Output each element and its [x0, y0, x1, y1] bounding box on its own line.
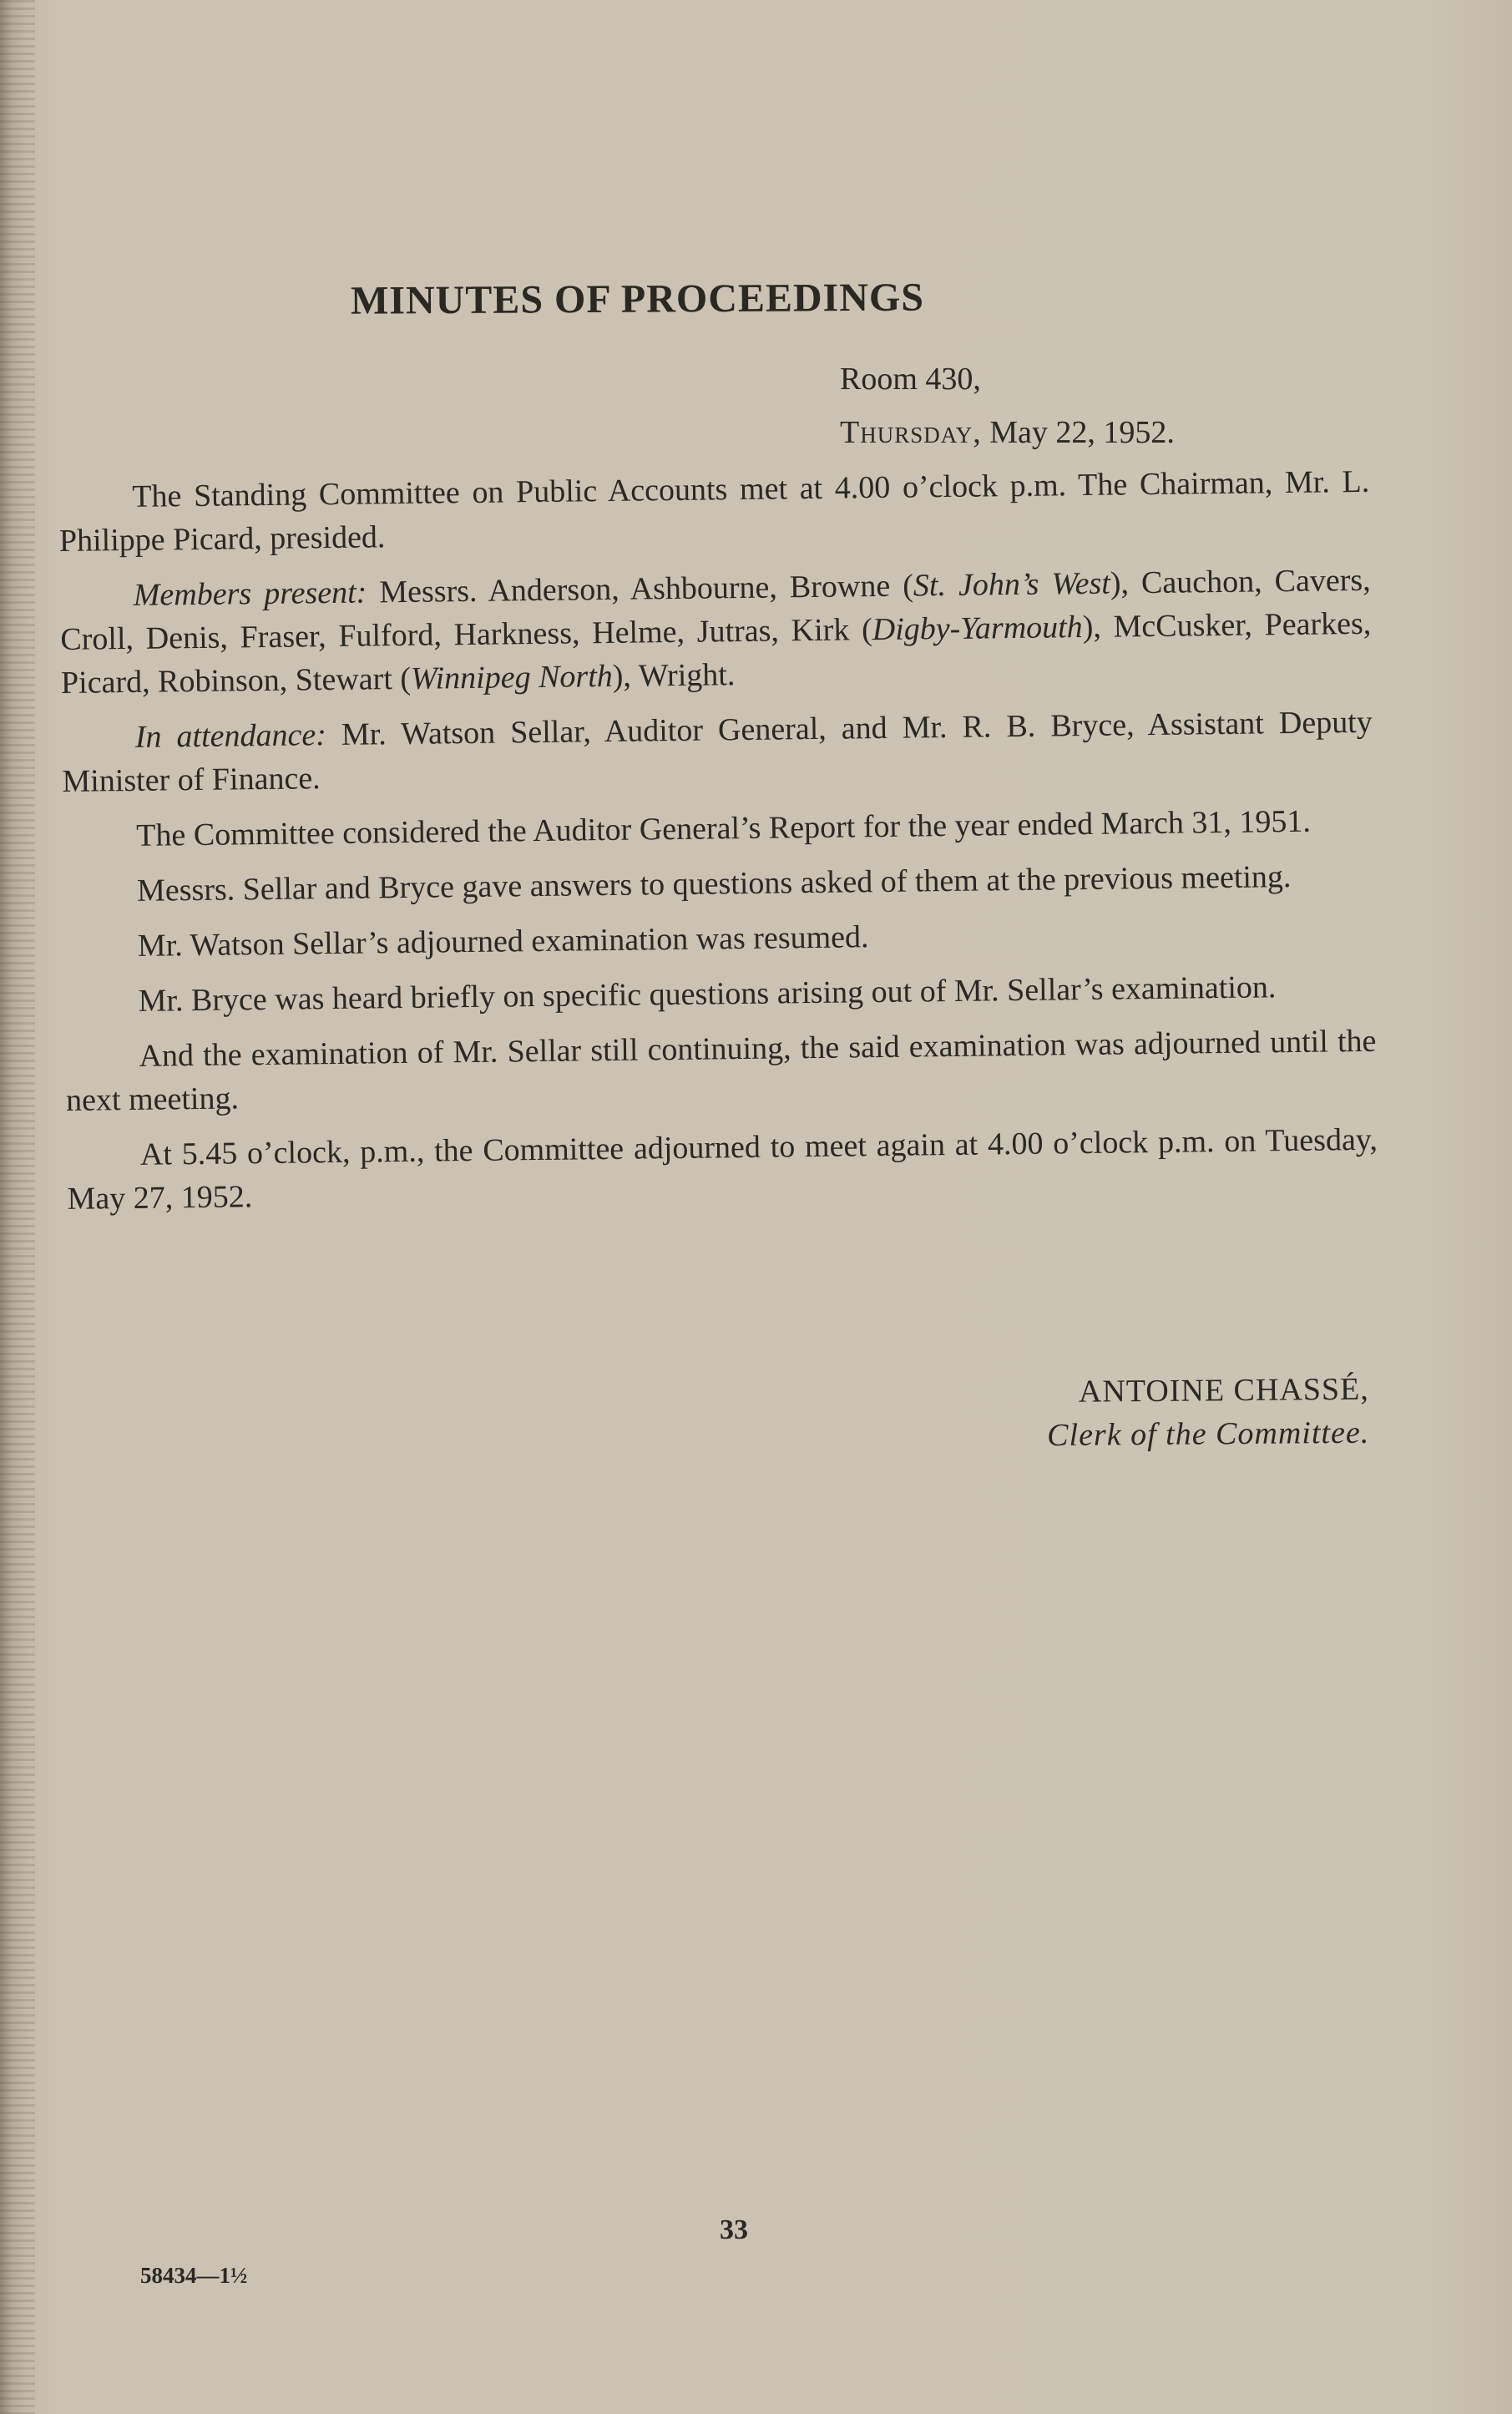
- clerk-title: Clerk of the Committee.: [1047, 1414, 1370, 1454]
- report-paragraph: The Committee considered the Auditor General’s Report for the year ended March 31, 1951.: [136, 803, 1312, 853]
- members-text-3: ), McCusker, Pearkes, Picard, Robinson, Stewart (: [60, 605, 1372, 701]
- print-code: 58434—1½: [140, 2263, 248, 2288]
- members-riding-3: Winnipeg North: [410, 658, 613, 696]
- members-text-2: ), Cauchon, Cavers, Croll, Denis, Fraser, Fulford, Harkness, Helme, Jutras, Kirk (: [60, 562, 1371, 657]
- attendance-paragraph: [62, 701, 1373, 803]
- clerk-name: ANTOINE CHASSÉ,: [1078, 1371, 1369, 1409]
- bryce-heard-paragraph: Mr. Bryce was heard briefly on specific questions arising out of Mr. Sellar’s examination.: [138, 969, 1277, 1019]
- document-title: MINUTES OF PROCEEDINGS: [350, 275, 925, 323]
- members-present-label: Members present:: [133, 574, 367, 613]
- meeting-date: [840, 414, 1175, 451]
- members-text-1: Messrs. Anderson, Ashbourne, Browne (: [379, 568, 914, 610]
- meeting-weekday: Thursday,: [840, 415, 982, 450]
- meeting-place: Room 430,: [840, 362, 981, 397]
- attendance-text: Mr. Watson Sellar, Auditor General, and Mr. R. B. Bryce, Assistant Deputy Minister of Finance.: [62, 704, 1373, 799]
- continued-paragraph: And the examination of Mr. Sellar still continuing, the said examination was adjourned until the next meeting.: [65, 1023, 1377, 1118]
- members-riding-1: St. John’s West: [913, 565, 1111, 604]
- answers-paragraph: Messrs. Sellar and Bryce gave answers to questions asked of them at the previous meeting.: [136, 859, 1292, 908]
- attendance-label: In attendance:: [134, 717, 327, 755]
- meeting-date-value: May 22, 1952.: [989, 415, 1175, 450]
- members-present-paragraph: [59, 559, 1372, 705]
- opening-paragraph: The Standing Committee on Public Accounts met at 4.00 o’clock p.m. The Chairman, Mr. L. Philippe Picard, presided.: [58, 463, 1370, 559]
- members-text-4: ), Wright.: [612, 657, 736, 694]
- adjournment-paragraph: At 5.45 o’clock, p.m., the Committee adjourned to meet again at 4.00 o’clock p.m. on Tuesday, May 27, 1952.: [67, 1121, 1378, 1217]
- binding-edge: [0, 0, 35, 2414]
- page-number: 33: [720, 2214, 748, 2245]
- clerk-signature: [935, 1368, 1370, 1459]
- members-riding-2: Digby-Yarmouth: [872, 610, 1083, 648]
- resumed-paragraph: Mr. Watson Sellar’s adjourned examination was resumed.: [137, 919, 869, 964]
- minutes-body: [58, 460, 1378, 1232]
